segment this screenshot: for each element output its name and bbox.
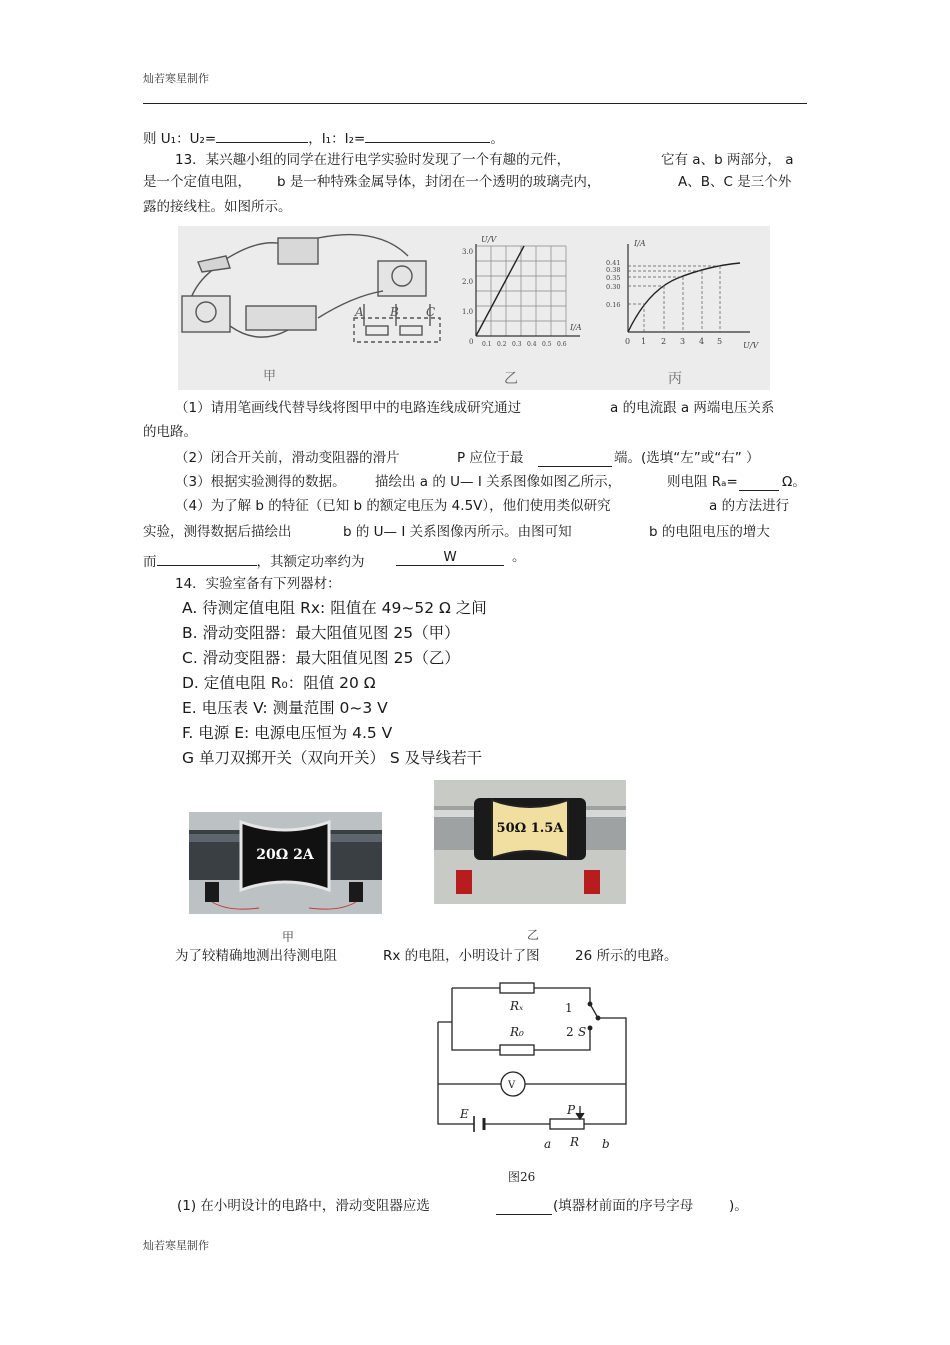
photo-rheostat-yi xyxy=(434,780,626,904)
graph-bing-xtick: 5 xyxy=(717,337,723,346)
q13-p2b: P 应位于最 xyxy=(457,450,524,466)
graph-bing-curve xyxy=(628,263,740,332)
q14-design-c: 26 所示的电路。 xyxy=(575,948,678,964)
circuit-label-sw1: 1 xyxy=(565,1001,573,1015)
circuit-label-sw2: 2 xyxy=(566,1025,574,1039)
graph-yi-ytick-1: 1.0 xyxy=(462,308,474,316)
q14-design-a: 为了较精确地测出待测电阻 xyxy=(175,948,337,964)
page-header: 灿若寒星制作 xyxy=(143,72,209,85)
graph-yi-xtick: 0.2 xyxy=(497,341,507,348)
rheostat-jia-rating: 20Ω 2A xyxy=(256,847,314,863)
q13-p4f: 而 xyxy=(143,554,157,570)
q13-p1c: 的电路。 xyxy=(143,424,197,440)
q13-p3-blank-wrap xyxy=(739,476,779,495)
q14-title: 14．实验室备有下列器材： xyxy=(175,576,341,592)
graph-bing-ytick: 0.41 xyxy=(606,259,621,267)
graph-bing-xtick: 2 xyxy=(661,337,667,346)
graph-yi-xtick: 0.6 xyxy=(557,341,567,348)
q12-text-c: 。 xyxy=(490,131,504,147)
q13-p4c: 实验，测得数据后描绘出 xyxy=(143,524,292,540)
circuit-fig-caption: 图26 xyxy=(508,1170,536,1184)
q13-p3b: 描绘出 a 的 U— I 关系图像如图乙所示， xyxy=(375,474,622,490)
q13-p4h: W xyxy=(443,549,457,565)
circuit-label-e: E xyxy=(460,1107,469,1121)
q14-item-c: C. 滑动变阻器：最大阻值见图 25（乙） xyxy=(182,649,460,667)
terminal-a-label: A xyxy=(355,305,364,319)
photo-rheostat-jia xyxy=(189,812,382,914)
q13-figure-svg xyxy=(178,226,770,390)
q12-answer-line xyxy=(143,128,504,147)
header-rule xyxy=(143,103,807,104)
blank-slider-end[interactable] xyxy=(538,452,612,467)
circuit-26-svg xyxy=(430,978,630,1188)
q14-item-g: G 单刀双掷开关（双向开关） S 及导线若干 xyxy=(182,749,483,767)
q13-p4a: （4）为了解 b 的特征（已知 b 的额定电压为 4.5V），他们使用类似研究 xyxy=(175,498,611,514)
graph-bing-xlabel: U/V xyxy=(743,341,759,350)
graph-yi-xtick: 0.5 xyxy=(542,341,552,348)
circuit-label-r0: R₀ xyxy=(510,1025,524,1039)
q13-p1a: （1）请用笔画线代替导线将图甲中的电路连线成研究通过 xyxy=(175,400,522,416)
q14-q1a: (1) 在小明设计的电路中，滑动变阻器应选 xyxy=(177,1198,430,1214)
blank-i-ratio[interactable] xyxy=(365,128,490,143)
graph-bing-xtick: 3 xyxy=(680,337,686,346)
blank-resistance-a[interactable] xyxy=(739,476,779,491)
q13-line3: 露的接线柱。如图所示。 xyxy=(143,199,292,215)
graph-bing-xtick: 0 xyxy=(625,337,631,346)
q14-item-e: E. 电压表 V: 测量范围 0~3 V xyxy=(182,699,388,717)
q13-figure-strip xyxy=(178,226,770,390)
fig-jia-label: 甲 xyxy=(263,369,277,384)
q14-item-f: F. 电源 E: 电源电压恒为 4.5 V xyxy=(182,724,393,742)
graph-yi-ytick-2: 2.0 xyxy=(462,278,474,286)
graph-yi-xtick: 0.3 xyxy=(512,341,522,348)
q13-p1b: a 的电流跟 a 两端电压关系 xyxy=(610,400,775,416)
graph-yi-xtick: 0.4 xyxy=(527,341,537,348)
q13-p2a: （2）闭合开关前，滑动变阻器的滑片 xyxy=(175,450,400,466)
q13-p3d: Ω。 xyxy=(782,474,806,490)
q13-p2c: 端。(选填“左”或“右” ） xyxy=(614,450,760,466)
graph-yi-ylabel: U/V xyxy=(481,235,497,244)
graph-yi-origin: 0 xyxy=(469,338,474,346)
graph-yi-ytick-3: 3.0 xyxy=(462,248,474,256)
q14-item-b: B. 滑动变阻器：最大阻值见图 25（甲） xyxy=(182,624,460,642)
q13-power-blank[interactable] xyxy=(396,551,504,566)
photo-yi-caption: 乙 xyxy=(527,928,540,942)
graph-bing-ytick: 0.30 xyxy=(606,283,621,291)
fig-bing-label: 丙 xyxy=(668,371,682,387)
apparatus-sketch xyxy=(182,235,440,342)
graph-bing-ylabel: I/A xyxy=(634,239,646,248)
terminal-b-label: B xyxy=(390,305,399,319)
circuit-label-rx: Rₓ xyxy=(510,999,524,1013)
q13-line1a: 13．某兴趣小组的同学在进行电学实验时发现了一个有趣的元件， xyxy=(175,152,571,168)
q13-line1b: 它有 a、b 两部分， a xyxy=(661,152,794,168)
q13-p4e: b 的电阻电压的增大 xyxy=(649,524,770,540)
q13-p4b: a 的方法进行 xyxy=(709,498,790,514)
graph-yi-xlabel: I/A xyxy=(570,323,582,332)
q13-line2b: b 是一种特殊金属导体，封闭在一个透明的玻璃壳内， xyxy=(277,174,601,190)
blank-rated-power[interactable] xyxy=(396,551,504,566)
graph-bing-ytick: 0.38 xyxy=(606,266,621,274)
q13-line2a: 是一个定值电阻， xyxy=(143,174,251,190)
q13-p4i: 。 xyxy=(512,549,526,565)
graph-bing xyxy=(606,239,759,350)
graph-bing-xtick: 4 xyxy=(699,337,705,346)
graph-bing-ytick: 0.16 xyxy=(606,301,621,309)
circuit-figure-26 xyxy=(430,978,630,1188)
blank-resistance-trend[interactable] xyxy=(157,551,257,566)
circuit-label-a: a xyxy=(544,1137,552,1151)
q13-p4-line3 xyxy=(143,551,365,570)
circuit-label-p: P xyxy=(567,1103,576,1117)
blank-u-ratio[interactable] xyxy=(216,128,308,143)
q14-q1-blank-wrap xyxy=(496,1200,552,1219)
q14-item-a: A. 待测定值电阻 Rx: 阻值在 49~52 Ω 之间 xyxy=(182,599,487,617)
q14-q1b: (填器材前面的序号字母 xyxy=(553,1198,694,1214)
q14-design-b: Rx 的电阻，小明设计了图 xyxy=(383,948,540,964)
blank-rheostat-choice[interactable] xyxy=(496,1200,552,1215)
page-footer: 灿若寒星制作 xyxy=(143,1239,209,1252)
terminal-c-label: C xyxy=(426,305,436,319)
graph-bing-ytick: 0.35 xyxy=(606,274,621,282)
photo-jia-caption: 甲 xyxy=(282,930,295,944)
q13-p3a: （3）根据实验测得的数据。 xyxy=(175,474,346,490)
q14-item-d: D. 定值电阻 R₀：阻值 20 Ω xyxy=(182,674,376,692)
q13-p4d: b 的 U— I 关系图像丙所示。由图可知 xyxy=(343,524,572,540)
q13-line2c: A、B、C 是三个外 xyxy=(678,174,792,190)
q13-p3c: 则电阻 Rₐ= xyxy=(667,474,738,490)
q14-q1c: )。 xyxy=(729,1198,748,1214)
rheostat-yi-rating: 50Ω 1.5A xyxy=(496,821,564,836)
rheostat-yi-image xyxy=(434,780,626,904)
graph-yi xyxy=(462,235,582,348)
rheostat-jia-image xyxy=(189,812,382,914)
fig-yi-label: 乙 xyxy=(504,371,518,387)
q12-text-a: 则 U₁：U₂= xyxy=(143,131,217,147)
graph-bing-xtick: 1 xyxy=(641,337,647,346)
q12-text-b: ，I₁：I₂= xyxy=(308,131,366,147)
circuit-label-b: b xyxy=(602,1137,610,1151)
q13-p4g: ，其额定功率约为 xyxy=(256,554,365,570)
graph-yi-xtick: 0.1 xyxy=(482,341,492,348)
voltmeter-label: V xyxy=(508,1080,516,1091)
circuit-label-s: S xyxy=(578,1025,587,1039)
circuit-label-r: R xyxy=(570,1135,580,1149)
q13-p2-blank-wrap xyxy=(538,452,612,471)
